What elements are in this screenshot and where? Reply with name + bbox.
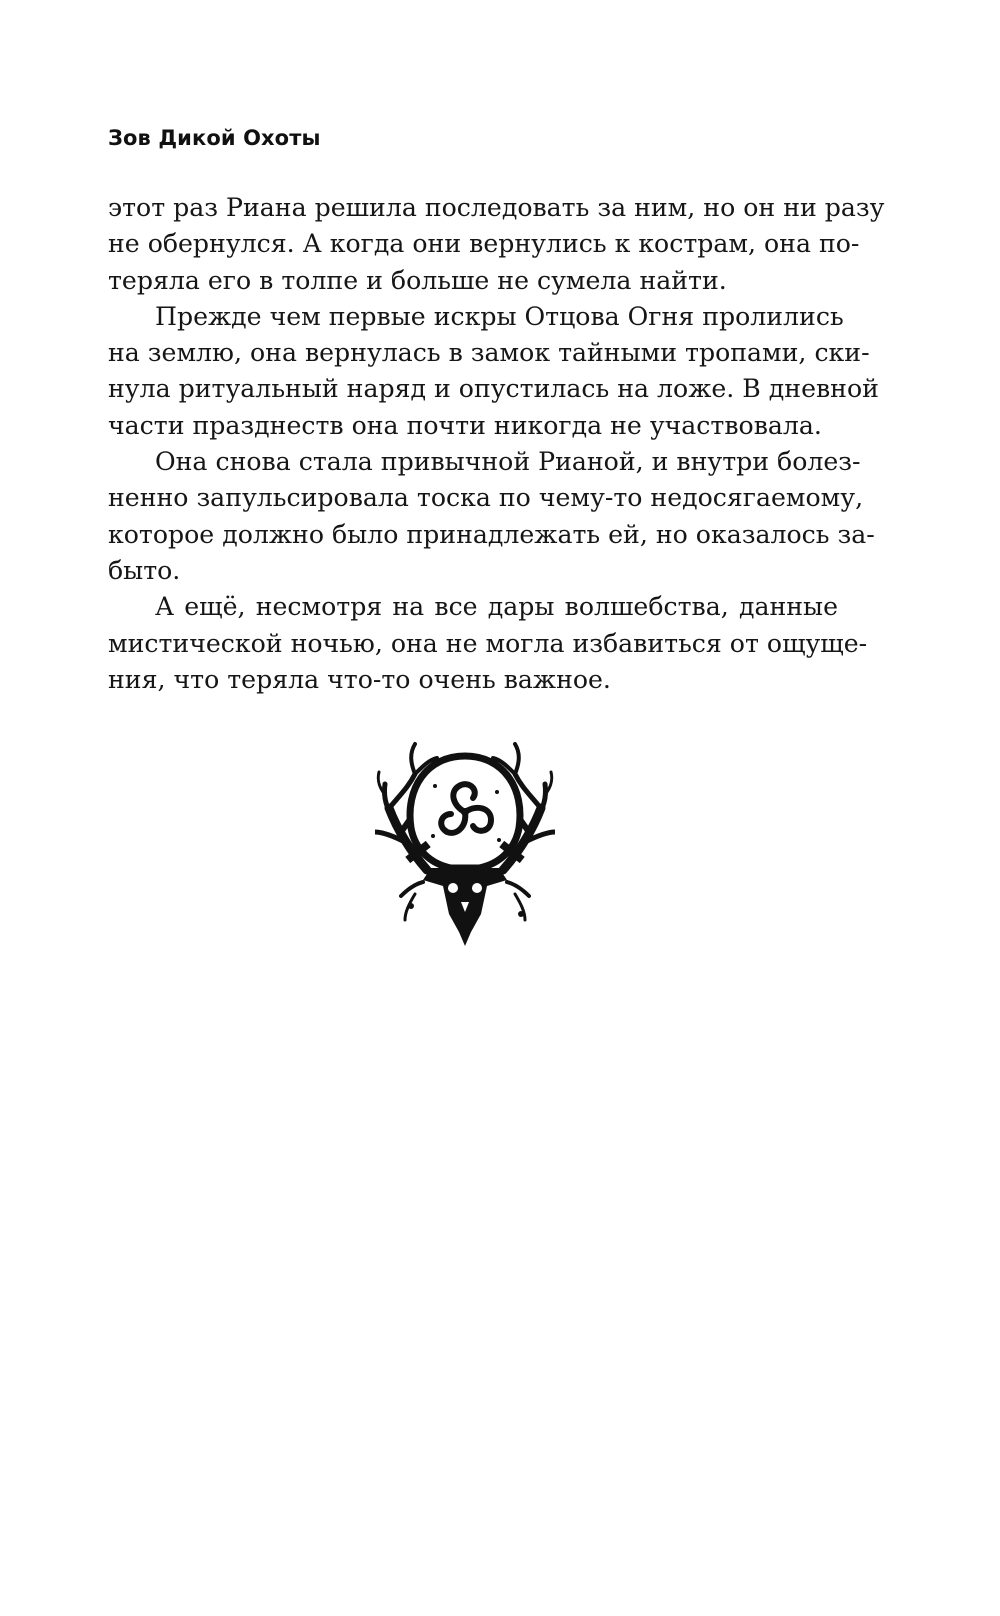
text-line: мистической ночью, она не могла избавиться от ощуще- bbox=[108, 628, 868, 658]
text-line: части празднеств она почти никогда не участвовала. bbox=[108, 410, 822, 440]
paragraph-4 bbox=[108, 589, 868, 698]
text-line: Прежде чем первые искры Отцова Огня пролились bbox=[155, 301, 844, 331]
text-line: быто. bbox=[108, 555, 181, 585]
triskelion-antler-emblem-icon bbox=[375, 736, 555, 950]
text-line: ния, что теряла что-то очень важное. bbox=[108, 664, 611, 694]
running-header-title: Зов Дикой Охоты bbox=[108, 126, 321, 150]
paragraph-3 bbox=[108, 444, 875, 589]
text-line: на землю, она вернулась в замок тайными тропами, ски- bbox=[108, 338, 870, 368]
text-line: Она снова стала привычной Рианой, и внутри болез- bbox=[155, 447, 861, 477]
text-line: которое должно было принадлежать ей, но оказалось за- bbox=[108, 519, 875, 549]
text-line: теряла его в толпе и больше не сумела найти. bbox=[108, 265, 727, 295]
text-line: этот раз Риана решила последовать за ним, но он ни разу bbox=[108, 193, 885, 222]
text-line: нула ритуальный наряд и опустилась на ложе. В дневной bbox=[108, 374, 879, 404]
text-line: ненно запульсировала тоска по чему-то недосягаемому, bbox=[108, 483, 864, 513]
paragraph-2 bbox=[108, 299, 879, 444]
paragraph-1 bbox=[108, 190, 885, 299]
text-line: не обернулся. А когда они вернулись к кострам, она по- bbox=[108, 229, 860, 259]
body-text bbox=[108, 190, 885, 698]
text-line: А ещё, несмотря на все дары волшебства, данные bbox=[155, 592, 838, 622]
